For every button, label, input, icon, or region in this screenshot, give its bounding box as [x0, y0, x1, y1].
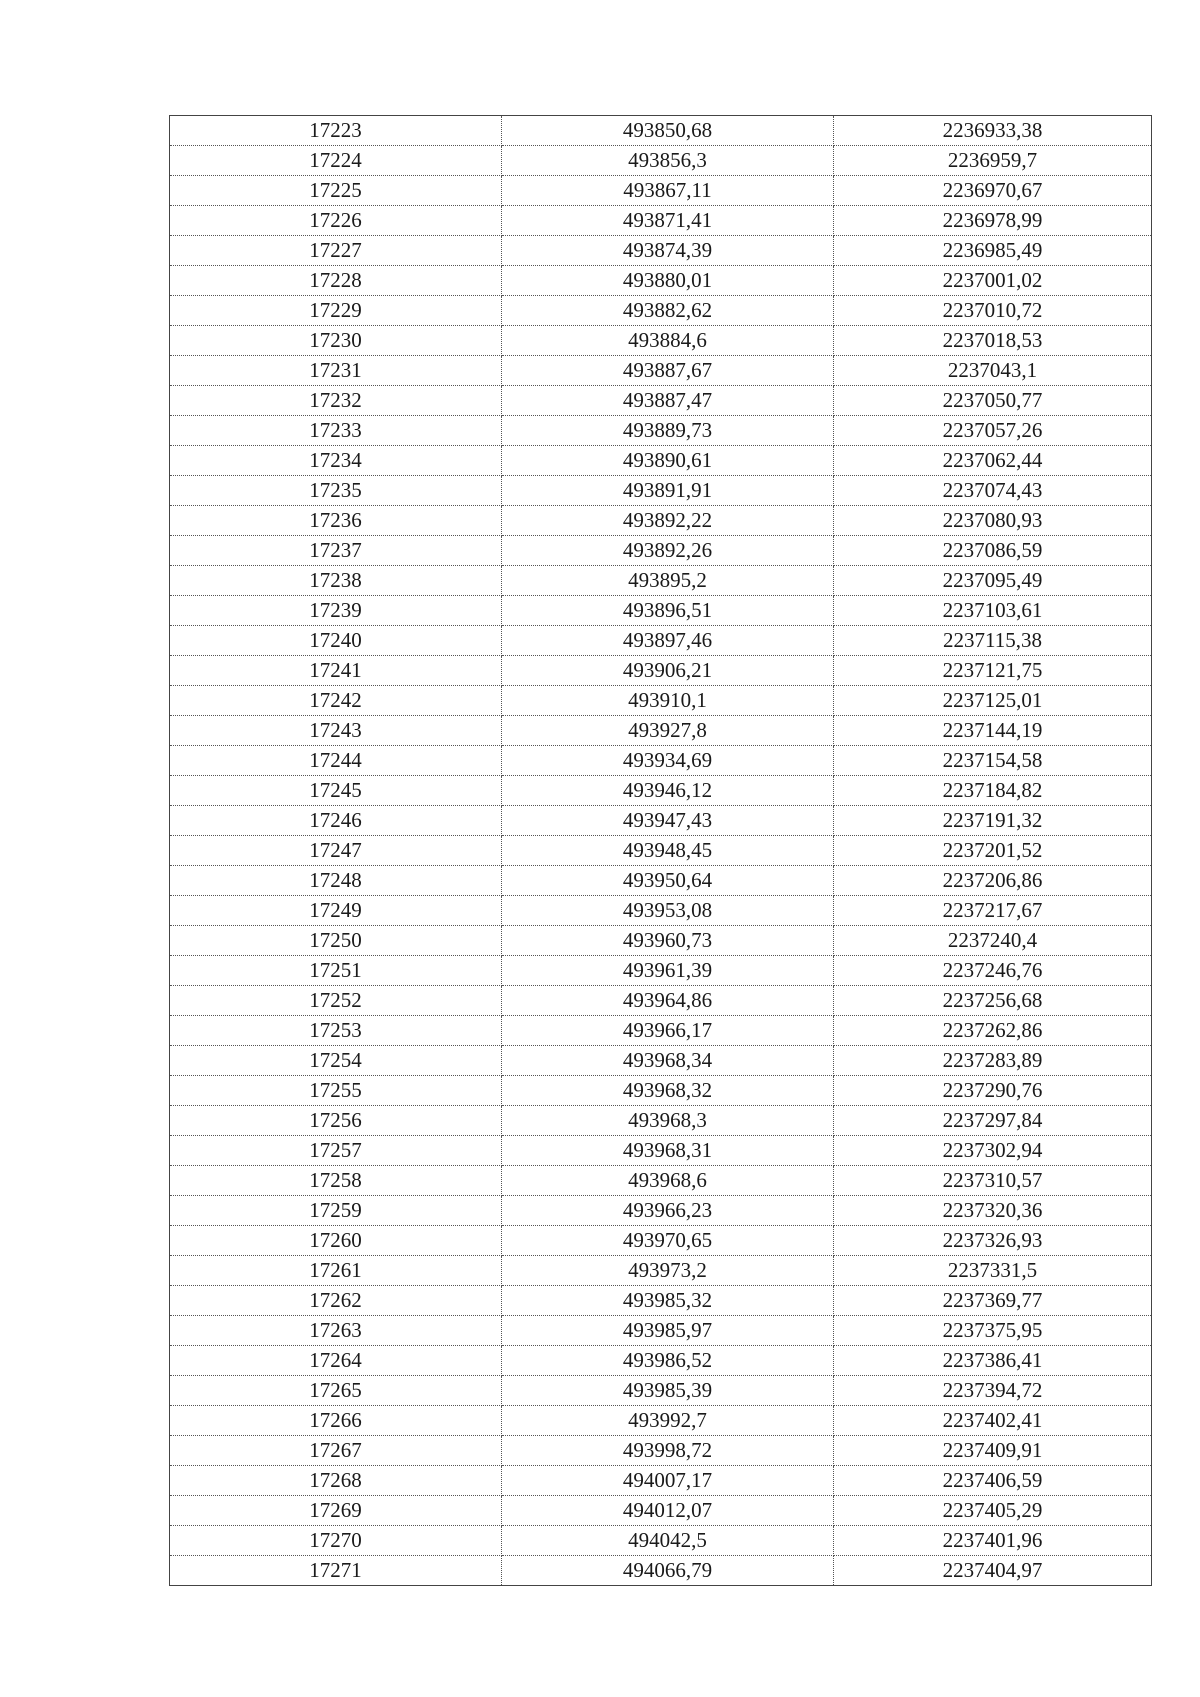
- y-coordinate-cell: 2237018,53: [834, 326, 1152, 356]
- y-coordinate-cell: 2237320,36: [834, 1196, 1152, 1226]
- x-coordinate-cell: 493910,1: [502, 686, 834, 716]
- table-row: [170, 1196, 1152, 1226]
- point-number-cell: 17240: [170, 626, 502, 656]
- x-coordinate-cell: 493968,32: [502, 1076, 834, 1106]
- y-coordinate-cell: 2237043,1: [834, 356, 1152, 386]
- table-row: [170, 656, 1152, 686]
- point-number-cell: 17236: [170, 506, 502, 536]
- table-row: [170, 776, 1152, 806]
- table-row: [170, 1076, 1152, 1106]
- point-number-cell: 17257: [170, 1136, 502, 1166]
- point-number-cell: 17261: [170, 1256, 502, 1286]
- table-row: [170, 1136, 1152, 1166]
- point-number-cell: 17268: [170, 1466, 502, 1496]
- table-row: [170, 356, 1152, 386]
- point-number-cell: 17249: [170, 896, 502, 926]
- point-number-cell: 17269: [170, 1496, 502, 1526]
- x-coordinate-cell: 493985,32: [502, 1286, 834, 1316]
- x-coordinate-cell: 493887,67: [502, 356, 834, 386]
- table-row: [170, 116, 1152, 146]
- x-coordinate-cell: 493892,22: [502, 506, 834, 536]
- x-coordinate-cell: 493947,43: [502, 806, 834, 836]
- x-coordinate-cell: 493985,39: [502, 1376, 834, 1406]
- point-number-cell: 17270: [170, 1526, 502, 1556]
- point-number-cell: 17234: [170, 446, 502, 476]
- y-coordinate-cell: 2237191,32: [834, 806, 1152, 836]
- x-coordinate-cell: 493891,91: [502, 476, 834, 506]
- y-coordinate-cell: 2237050,77: [834, 386, 1152, 416]
- x-coordinate-cell: 493887,47: [502, 386, 834, 416]
- y-coordinate-cell: 2237402,41: [834, 1406, 1152, 1436]
- table-row: [170, 926, 1152, 956]
- point-number-cell: 17225: [170, 176, 502, 206]
- x-coordinate-cell: 493953,08: [502, 896, 834, 926]
- y-coordinate-cell: 2237256,68: [834, 986, 1152, 1016]
- table-row: [170, 716, 1152, 746]
- point-number-cell: 17245: [170, 776, 502, 806]
- y-coordinate-cell: 2237115,38: [834, 626, 1152, 656]
- point-number-cell: 17253: [170, 1016, 502, 1046]
- y-coordinate-cell: 2237010,72: [834, 296, 1152, 326]
- point-number-cell: 17237: [170, 536, 502, 566]
- table-row: [170, 1556, 1152, 1586]
- table-row: [170, 1226, 1152, 1256]
- table-row: [170, 1256, 1152, 1286]
- y-coordinate-cell: 2237095,49: [834, 566, 1152, 596]
- x-coordinate-cell: 493985,97: [502, 1316, 834, 1346]
- point-number-cell: 17223: [170, 116, 502, 146]
- y-coordinate-cell: 2237201,52: [834, 836, 1152, 866]
- coordinates-table-body: [170, 116, 1152, 1586]
- coordinates-table: [169, 115, 1152, 1586]
- table-row: [170, 146, 1152, 176]
- x-coordinate-cell: 493986,52: [502, 1346, 834, 1376]
- x-coordinate-cell: 494042,5: [502, 1526, 834, 1556]
- y-coordinate-cell: 2237080,93: [834, 506, 1152, 536]
- point-number-cell: 17239: [170, 596, 502, 626]
- x-coordinate-cell: 494066,79: [502, 1556, 834, 1586]
- y-coordinate-cell: 2237240,4: [834, 926, 1152, 956]
- y-coordinate-cell: 2237184,82: [834, 776, 1152, 806]
- y-coordinate-cell: 2237394,72: [834, 1376, 1152, 1406]
- y-coordinate-cell: 2237206,86: [834, 866, 1152, 896]
- y-coordinate-cell: 2237409,91: [834, 1436, 1152, 1466]
- y-coordinate-cell: 2237310,57: [834, 1166, 1152, 1196]
- table-row: [170, 296, 1152, 326]
- table-row: [170, 686, 1152, 716]
- point-number-cell: 17224: [170, 146, 502, 176]
- y-coordinate-cell: 2237401,96: [834, 1526, 1152, 1556]
- y-coordinate-cell: 2236985,49: [834, 236, 1152, 266]
- y-coordinate-cell: 2237375,95: [834, 1316, 1152, 1346]
- x-coordinate-cell: 493948,45: [502, 836, 834, 866]
- point-number-cell: 17244: [170, 746, 502, 776]
- y-coordinate-cell: 2237297,84: [834, 1106, 1152, 1136]
- table-row: [170, 386, 1152, 416]
- y-coordinate-cell: 2237283,89: [834, 1046, 1152, 1076]
- point-number-cell: 17271: [170, 1556, 502, 1586]
- table-row: [170, 1286, 1152, 1316]
- y-coordinate-cell: 2236933,38: [834, 116, 1152, 146]
- y-coordinate-cell: 2237217,67: [834, 896, 1152, 926]
- point-number-cell: 17243: [170, 716, 502, 746]
- x-coordinate-cell: 493850,68: [502, 116, 834, 146]
- table-row: [170, 1406, 1152, 1436]
- point-number-cell: 17228: [170, 266, 502, 296]
- table-row: [170, 536, 1152, 566]
- point-number-cell: 17252: [170, 986, 502, 1016]
- point-number-cell: 17247: [170, 836, 502, 866]
- point-number-cell: 17248: [170, 866, 502, 896]
- point-number-cell: 17235: [170, 476, 502, 506]
- x-coordinate-cell: 493950,64: [502, 866, 834, 896]
- point-number-cell: 17227: [170, 236, 502, 266]
- x-coordinate-cell: 493897,46: [502, 626, 834, 656]
- point-number-cell: 17246: [170, 806, 502, 836]
- table-row: [170, 1166, 1152, 1196]
- x-coordinate-cell: 493964,86: [502, 986, 834, 1016]
- y-coordinate-cell: 2237103,61: [834, 596, 1152, 626]
- y-coordinate-cell: 2236970,67: [834, 176, 1152, 206]
- x-coordinate-cell: 493966,17: [502, 1016, 834, 1046]
- point-number-cell: 17259: [170, 1196, 502, 1226]
- point-number-cell: 17254: [170, 1046, 502, 1076]
- x-coordinate-cell: 493946,12: [502, 776, 834, 806]
- table-row: [170, 236, 1152, 266]
- table-row: [170, 866, 1152, 896]
- table-row: [170, 1046, 1152, 1076]
- table-row: [170, 1436, 1152, 1466]
- table-row: [170, 446, 1152, 476]
- x-coordinate-cell: 494012,07: [502, 1496, 834, 1526]
- point-number-cell: 17260: [170, 1226, 502, 1256]
- y-coordinate-cell: 2237246,76: [834, 956, 1152, 986]
- x-coordinate-cell: 493882,62: [502, 296, 834, 326]
- y-coordinate-cell: 2237086,59: [834, 536, 1152, 566]
- y-coordinate-cell: 2237302,94: [834, 1136, 1152, 1166]
- x-coordinate-cell: 493856,3: [502, 146, 834, 176]
- point-number-cell: 17238: [170, 566, 502, 596]
- table-row: [170, 896, 1152, 926]
- y-coordinate-cell: 2236959,7: [834, 146, 1152, 176]
- x-coordinate-cell: 493998,72: [502, 1436, 834, 1466]
- table-row: [170, 1376, 1152, 1406]
- point-number-cell: 17255: [170, 1076, 502, 1106]
- point-number-cell: 17258: [170, 1166, 502, 1196]
- x-coordinate-cell: 494007,17: [502, 1466, 834, 1496]
- point-number-cell: 17230: [170, 326, 502, 356]
- table-row: [170, 986, 1152, 1016]
- point-number-cell: 17264: [170, 1346, 502, 1376]
- table-row: [170, 176, 1152, 206]
- table-row: [170, 956, 1152, 986]
- x-coordinate-cell: 493889,73: [502, 416, 834, 446]
- table-row: [170, 626, 1152, 656]
- point-number-cell: 17266: [170, 1406, 502, 1436]
- point-number-cell: 17229: [170, 296, 502, 326]
- point-number-cell: 17250: [170, 926, 502, 956]
- point-number-cell: 17267: [170, 1436, 502, 1466]
- y-coordinate-cell: 2237326,93: [834, 1226, 1152, 1256]
- table-row: [170, 326, 1152, 356]
- x-coordinate-cell: 493973,2: [502, 1256, 834, 1286]
- table-row: [170, 506, 1152, 536]
- table-row: [170, 746, 1152, 776]
- point-number-cell: 17262: [170, 1286, 502, 1316]
- table-row: [170, 416, 1152, 446]
- x-coordinate-cell: 493880,01: [502, 266, 834, 296]
- table-row: [170, 206, 1152, 236]
- x-coordinate-cell: 493968,3: [502, 1106, 834, 1136]
- point-number-cell: 17242: [170, 686, 502, 716]
- y-coordinate-cell: 2237331,5: [834, 1256, 1152, 1286]
- y-coordinate-cell: 2237125,01: [834, 686, 1152, 716]
- x-coordinate-cell: 493968,34: [502, 1046, 834, 1076]
- x-coordinate-cell: 493884,6: [502, 326, 834, 356]
- x-coordinate-cell: 493895,2: [502, 566, 834, 596]
- point-number-cell: 17263: [170, 1316, 502, 1346]
- y-coordinate-cell: 2237001,02: [834, 266, 1152, 296]
- point-number-cell: 17231: [170, 356, 502, 386]
- table-row: [170, 476, 1152, 506]
- x-coordinate-cell: 493968,6: [502, 1166, 834, 1196]
- x-coordinate-cell: 493892,26: [502, 536, 834, 566]
- point-number-cell: 17241: [170, 656, 502, 686]
- x-coordinate-cell: 493961,39: [502, 956, 834, 986]
- y-coordinate-cell: 2237262,86: [834, 1016, 1152, 1046]
- y-coordinate-cell: 2237121,75: [834, 656, 1152, 686]
- y-coordinate-cell: 2237369,77: [834, 1286, 1152, 1316]
- point-number-cell: 17256: [170, 1106, 502, 1136]
- x-coordinate-cell: 493992,7: [502, 1406, 834, 1436]
- y-coordinate-cell: 2237405,29: [834, 1496, 1152, 1526]
- x-coordinate-cell: 493970,65: [502, 1226, 834, 1256]
- table-row: [170, 1346, 1152, 1376]
- y-coordinate-cell: 2237404,97: [834, 1556, 1152, 1586]
- y-coordinate-cell: 2237386,41: [834, 1346, 1152, 1376]
- point-number-cell: 17251: [170, 956, 502, 986]
- x-coordinate-cell: 493927,8: [502, 716, 834, 746]
- x-coordinate-cell: 493906,21: [502, 656, 834, 686]
- x-coordinate-cell: 493896,51: [502, 596, 834, 626]
- table-row: [170, 1316, 1152, 1346]
- y-coordinate-cell: 2237406,59: [834, 1466, 1152, 1496]
- y-coordinate-cell: 2237154,58: [834, 746, 1152, 776]
- table-row: [170, 1526, 1152, 1556]
- x-coordinate-cell: 493960,73: [502, 926, 834, 956]
- point-number-cell: 17232: [170, 386, 502, 416]
- point-number-cell: 17233: [170, 416, 502, 446]
- y-coordinate-cell: 2237144,19: [834, 716, 1152, 746]
- x-coordinate-cell: 493867,11: [502, 176, 834, 206]
- x-coordinate-cell: 493874,39: [502, 236, 834, 266]
- x-coordinate-cell: 493890,61: [502, 446, 834, 476]
- x-coordinate-cell: 493968,31: [502, 1136, 834, 1166]
- y-coordinate-cell: 2237062,44: [834, 446, 1152, 476]
- table-row: [170, 806, 1152, 836]
- table-row: [170, 1016, 1152, 1046]
- y-coordinate-cell: 2237074,43: [834, 476, 1152, 506]
- table-row: [170, 1466, 1152, 1496]
- y-coordinate-cell: 2237057,26: [834, 416, 1152, 446]
- table-row: [170, 836, 1152, 866]
- x-coordinate-cell: 493871,41: [502, 206, 834, 236]
- x-coordinate-cell: 493934,69: [502, 746, 834, 776]
- table-row: [170, 1496, 1152, 1526]
- table-row: [170, 266, 1152, 296]
- y-coordinate-cell: 2236978,99: [834, 206, 1152, 236]
- point-number-cell: 17265: [170, 1376, 502, 1406]
- table-row: [170, 1106, 1152, 1136]
- table-row: [170, 596, 1152, 626]
- table-row: [170, 566, 1152, 596]
- y-coordinate-cell: 2237290,76: [834, 1076, 1152, 1106]
- point-number-cell: 17226: [170, 206, 502, 236]
- x-coordinate-cell: 493966,23: [502, 1196, 834, 1226]
